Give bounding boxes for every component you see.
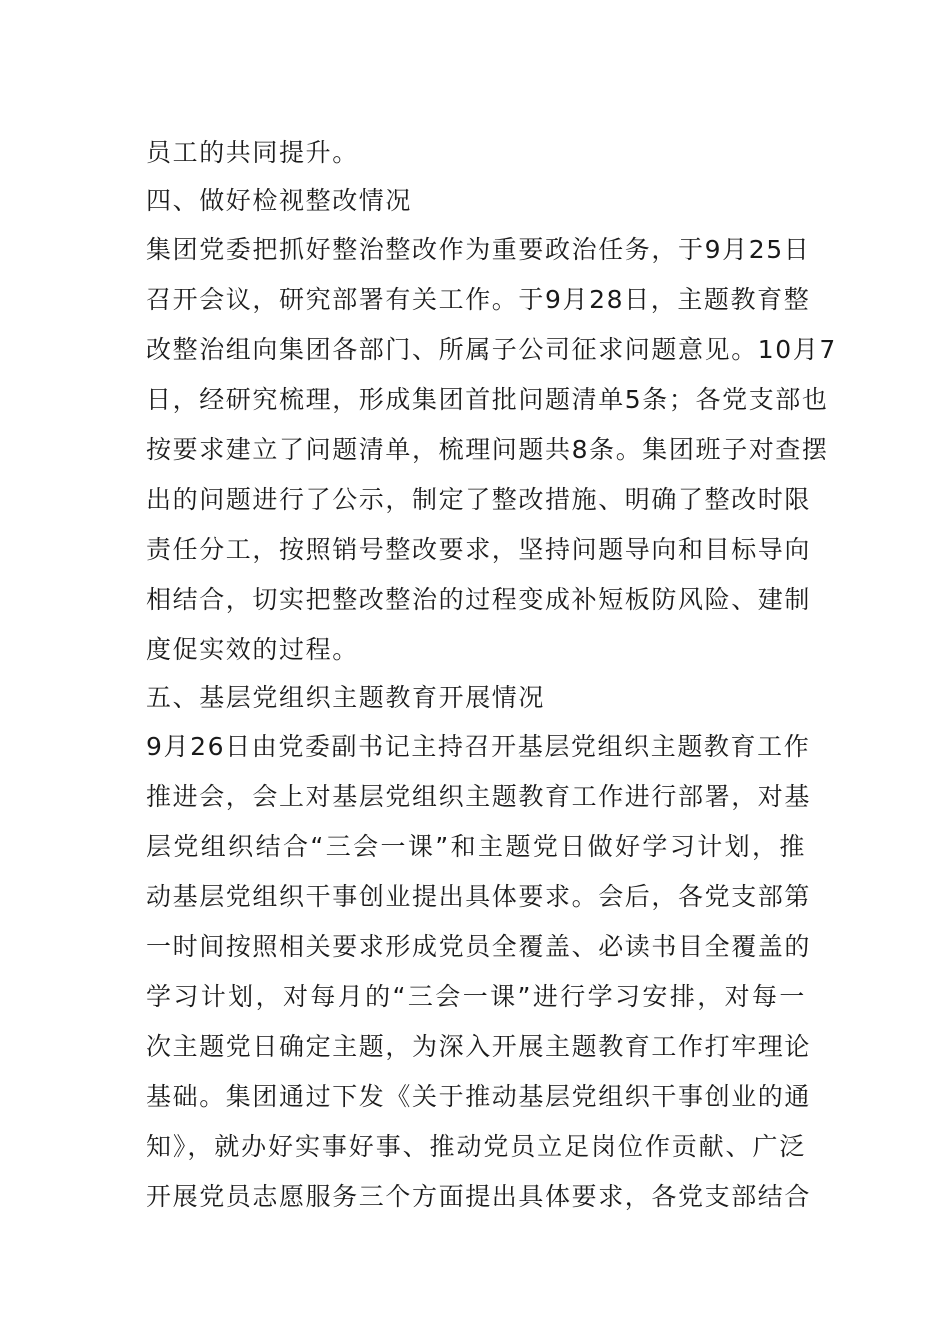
paragraph-line: 一时间按照相关要求形成党员全覆盖、必读书目全覆盖的 bbox=[146, 932, 812, 961]
paragraph-line: 基础。集团通过下发《关于推动基层党组织干事创业的通 bbox=[146, 1082, 812, 1111]
paragraph-line: 按要求建立了问题清单，梳理问题共8条。集团班子对查摆 bbox=[146, 435, 829, 464]
paragraph-line: 学习计划，对每月的“三会一课”进行学习安排，对每一 bbox=[146, 982, 806, 1011]
paragraph-line: 相结合，切实把整改整治的过程变成补短板防风险、建制 bbox=[146, 585, 812, 614]
paragraph-line: 开展党员志愿服务三个方面提出具体要求，各党支部结合 bbox=[146, 1182, 812, 1211]
paragraph-line: 集团党委把抓好整治整改作为重要政治任务，于9月25日 bbox=[146, 235, 811, 264]
paragraph-line: 召开会议，研究部署有关工作。于9月28日，主题教育整 bbox=[146, 285, 811, 314]
paragraph-line: 日，经研究梳理，形成集团首批问题清单5条；各党支部也 bbox=[146, 385, 829, 414]
paragraph-line: 员工的共同提升。 bbox=[146, 138, 359, 167]
paragraph-line: 知》，就办好实事好事、推动党员立足岗位作贡献、广泛 bbox=[146, 1132, 806, 1161]
paragraph-line: 度促实效的过程。 bbox=[146, 635, 359, 664]
paragraph-line: 责任分工，按照销号整改要求，坚持问题导向和目标导向 bbox=[146, 535, 812, 564]
section-heading-5: 五、基层党组织主题教育开展情况 bbox=[146, 683, 546, 712]
paragraph-line: 改整治组向集团各部门、所属子公司征求问题意见。10月7 bbox=[146, 335, 837, 364]
paragraph-line: 动基层党组织干事创业提出具体要求。会后，各党支部第 bbox=[146, 882, 812, 911]
paragraph-line: 9月26日由党委副书记主持召开基层党组织主题教育工作 bbox=[146, 732, 811, 761]
paragraph-line: 层党组织结合“三会一课”和主题党日做好学习计划，推 bbox=[146, 832, 806, 861]
paragraph-line: 次主题党日确定主题，为深入开展主题教育工作打牢理论 bbox=[146, 1032, 812, 1061]
paragraph-line: 出的问题进行了公示，制定了整改措施、明确了整改时限 bbox=[146, 485, 812, 514]
paragraph-line: 推进会，会上对基层党组织主题教育工作进行部署，对基 bbox=[146, 782, 812, 811]
section-heading-4: 四、做好检视整改情况 bbox=[146, 186, 413, 215]
